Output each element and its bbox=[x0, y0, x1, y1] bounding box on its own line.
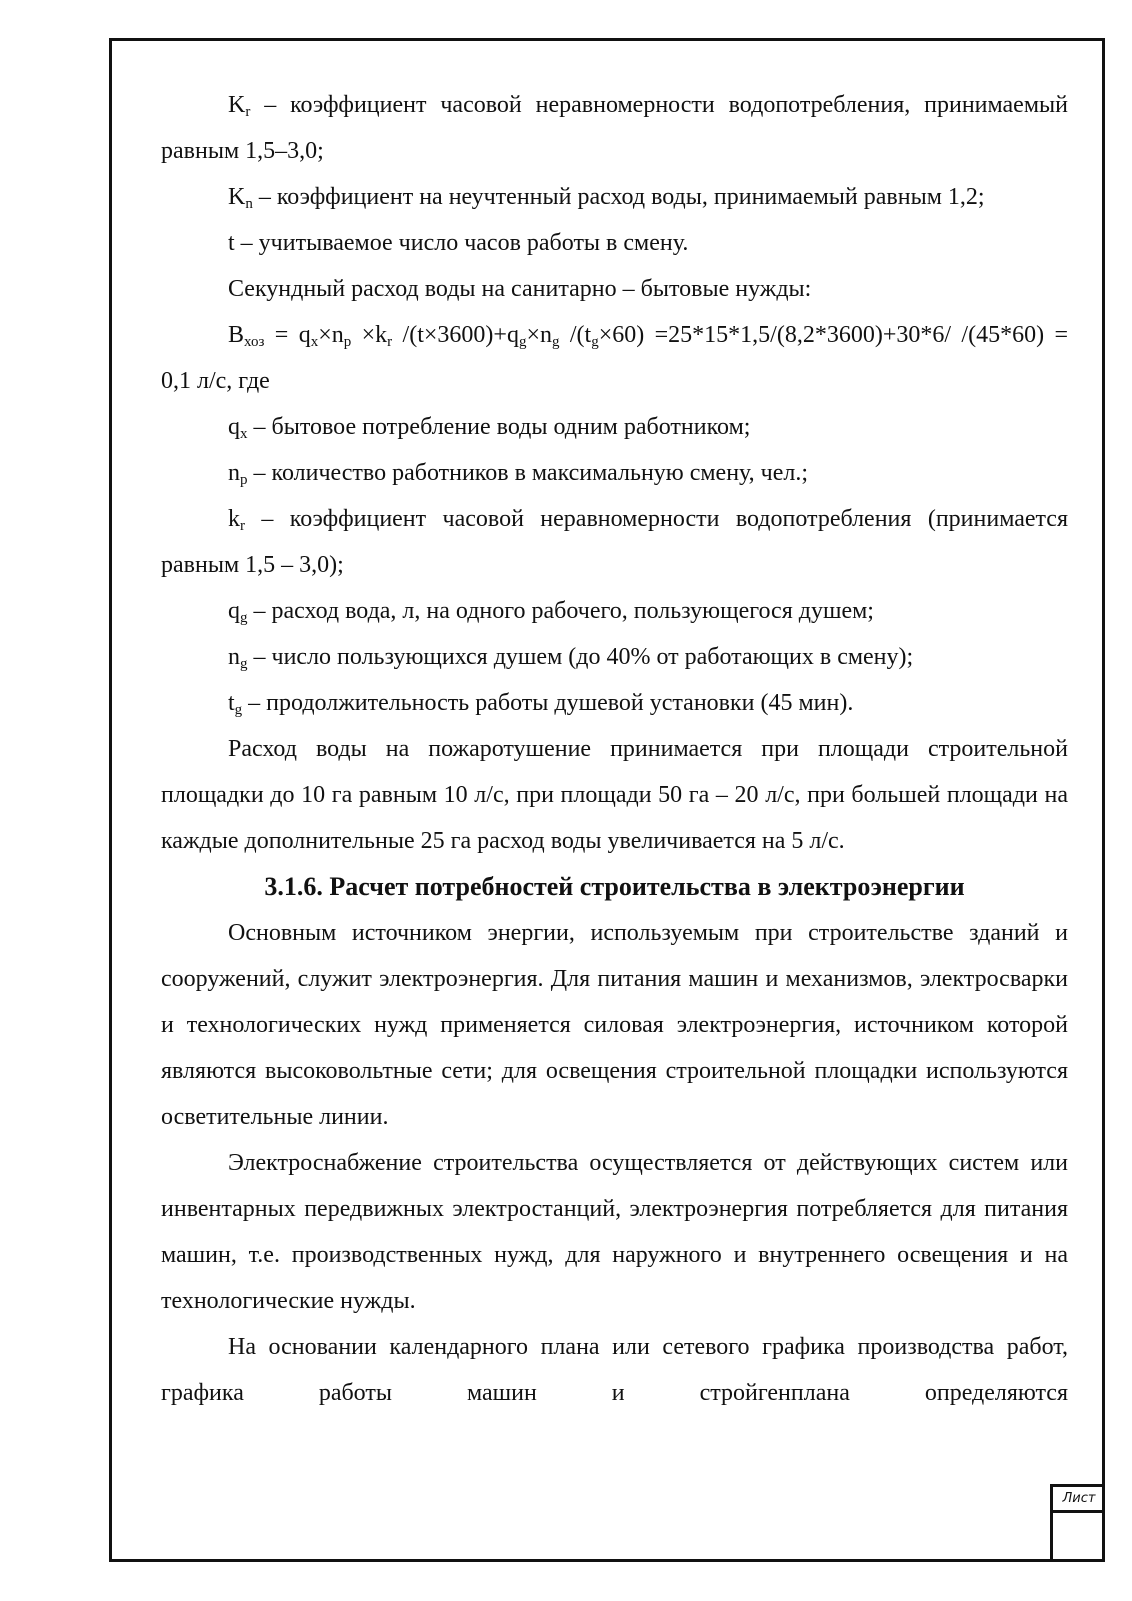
paragraph-calendar-plan: На основании календарного плана или сетевого графика производства работ, графика работы машин и стройгенплана определяются bbox=[161, 1334, 1068, 1406]
paragraph-second-flow: Секундный расход воды на санитарно – бытовые нужды: bbox=[228, 276, 812, 302]
paragraph-tg: $t_g$ – продолжительность работы душевой установки (45 мин). bbox=[228, 690, 854, 718]
sheet-label: Лист bbox=[1053, 1487, 1105, 1513]
paragraph-kr-lower: $k_r$ – коэффициент часовой неравномерности водопотребления (принимается равным 1,5 – 3,0); bbox=[161, 506, 1068, 578]
formula-bkhoz: $B_{хоз} = q_x\times n_p \times k_r$ $/(t\times 3600)+q_g\times n_g$ $/(t_g\times 60) =25*15*1,5/(8,2*3600)+30*6/$ /(45*60) = 0,1 л/с, где bbox=[161, 322, 1068, 394]
sheet-stamp bbox=[1050, 1484, 1105, 1562]
sheet-number bbox=[1053, 1513, 1105, 1562]
paragraph-np: $n_p$ – количество работников в максимальную смену, чел.; bbox=[228, 460, 809, 488]
paragraph-ng: $n_g$ – число пользующихся душем (до 40% от работающих в смену); bbox=[228, 644, 914, 672]
paragraph-t: t – учитываемое число часов работы в смену. bbox=[228, 230, 689, 256]
section-heading: 3.1.6. Расчет потребностей строительства в электроэнергии bbox=[264, 872, 965, 901]
document-body bbox=[161, 82, 1068, 1416]
paragraph-qx: $q_x$ – бытовое потребление воды одним работником; bbox=[228, 414, 751, 442]
paragraph-qg: $q_g$ – расход вода, л, на одного рабочего, пользующегося душем; bbox=[228, 598, 874, 626]
paragraph-fire-water: Расход воды на пожаротушение принимается при площади строительной площадки до 10 га равным 10 л/с, при площади 50 га – 20 л/с, при большей площади на каждые дополнительные 25 га расход воды увеличивается на 5 л/с. bbox=[161, 736, 1068, 854]
paragraph-energy-source: Основным источником энергии, используемым при строительстве зданий и сооружений, служит электроэнергия. Для питания машин и механизмов, электросварки и технологических нужд применяется силовая электроэнергия, источником которой являются высоковольтные сети; для освещения строительной площадки используются осветительные линии. bbox=[161, 920, 1068, 1130]
paragraph-kn: $K_n$ – коэффициент на неучтенный расход воды, принимаемый равным 1,2; bbox=[228, 184, 985, 212]
paragraph-kr: $K_r$ – коэффициент часовой неравномерности водопотребления, принимаемый равным 1,5–3,0; bbox=[161, 92, 1068, 164]
paragraph-power-supply: Электроснабжение строительства осуществляется от действующих систем или инвентарных передвижных электростанций, электроэнергия потребляется для питания машин, т.е. производственных нужд, для наружного и внутреннего освещения и на технологические нужды. bbox=[161, 1150, 1068, 1314]
